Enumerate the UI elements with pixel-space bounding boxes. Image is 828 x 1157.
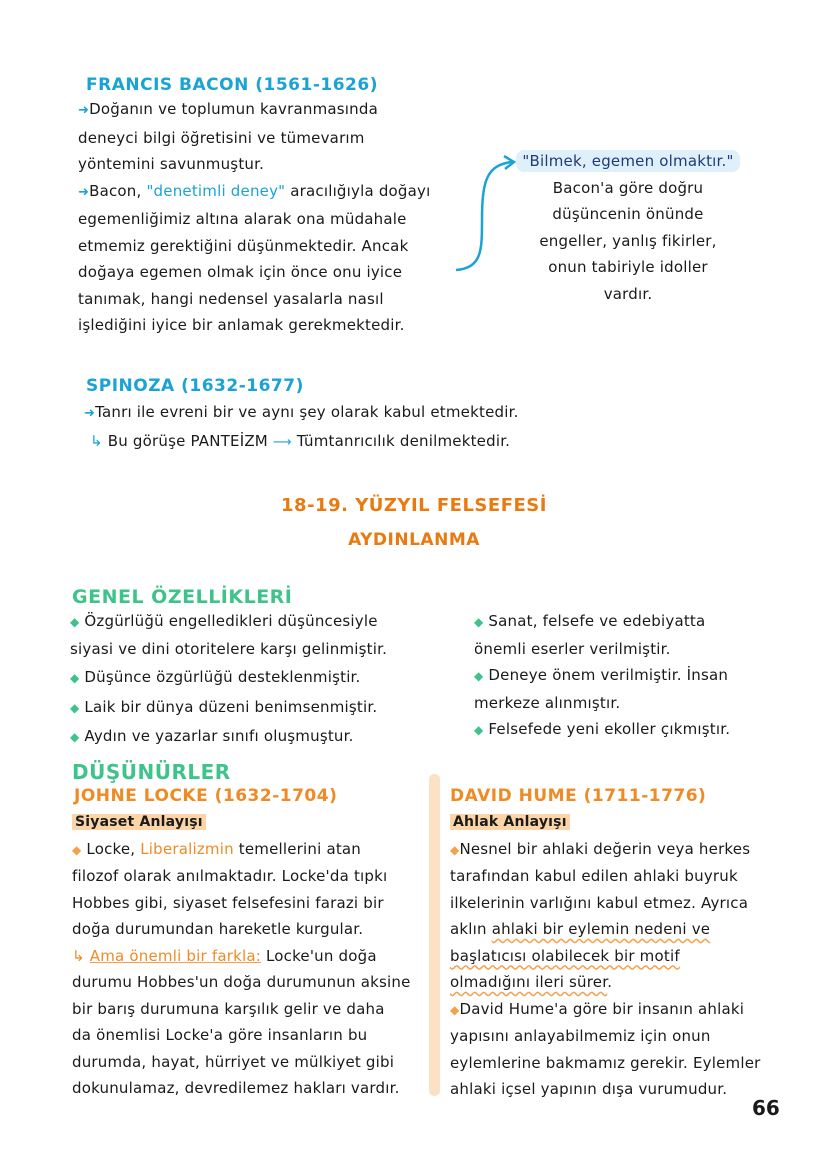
text-line: dokunulamaz, devredilemez hakları vardır.: [72, 1079, 400, 1097]
hume-name: DAVID HUME (1711-1776): [450, 786, 707, 806]
section-title: 18-19. YÜZYIL FELSEFESİ: [281, 495, 547, 516]
hume-subtitle: Ahlak Anlayışı: [450, 814, 570, 830]
text-line: Doğanın ve toplumun kavranmasında: [89, 100, 378, 118]
text-line: da önemlisi Locke'a göre insanların bu: [72, 1026, 368, 1044]
features-left: [70, 608, 387, 751]
text-line: durumda, hayat, hürriyet ve mülkiyet gibi: [72, 1052, 395, 1071]
text-line: Hobbes gibi, siyaset felsefesini farazi bir: [72, 893, 384, 912]
text-line: egemenliğimiz altına alarak ona müdahale: [78, 210, 407, 228]
text-line: bir barış durumuna karşılık gelir ve daha: [72, 999, 385, 1018]
text-line: tanımak, hangi nedensel yasalarla nasıl: [78, 289, 384, 308]
column-divider: [429, 774, 440, 1096]
locke-note: Ama önemli bir farkla:: [89, 946, 261, 965]
text-line: yöntemini savunmuştur.: [78, 155, 265, 173]
text-span: Özgürlüğü engelledikleri düşüncesiyle: [84, 612, 378, 630]
bullet-icon: ◆: [474, 723, 484, 737]
spinoza-body: [84, 399, 519, 456]
text-line: vardır.: [603, 284, 653, 303]
text-line: işlediğini iyice bir anlamak gerekmektedir.: [78, 316, 405, 334]
underlined-text: ahlaki bir eylemin nedeni ve: [491, 920, 711, 938]
text-line: deneyci bilgi öğretisini ve tümevarım: [78, 128, 365, 147]
text-span: Deneye önem verilmiştir. İnsan: [488, 666, 729, 684]
text-span: Bu görüşe PANTEİZM: [107, 431, 268, 450]
locke-body: [72, 808, 411, 1102]
bullet-icon: ◆: [450, 842, 460, 857]
features-right: [474, 608, 730, 744]
section-subtitle: AYDINLANMA: [348, 530, 480, 550]
features-title: GENEL ÖZELLİKLERİ: [72, 586, 293, 608]
long-arrow-icon: ⟶: [272, 434, 292, 450]
underlined-text: başlatıcısı olabilecek bir motif: [450, 946, 680, 965]
spinoza-title: SPINOZA (1632-1677): [86, 376, 304, 396]
hume-body: [450, 808, 761, 1103]
text-line: engeller, yanlış fikirler,: [539, 231, 717, 250]
text-line: siyasi ve dini otoritelere karşı gelinmiştir.: [70, 639, 388, 658]
text-line: ilkelerinin varlığını kabul etmez. Ayrıca: [450, 893, 749, 912]
liberalism-term: Liberalizmin: [140, 839, 234, 858]
thinkers-title: DÜŞÜNÜRLER: [72, 760, 231, 784]
bullet-icon: ◆: [70, 700, 80, 715]
text-span: Laik bir dünya düzeni benimsenmiştir.: [84, 697, 378, 716]
bullet-icon: ◆: [70, 671, 80, 685]
text-line: düşüncenin önünde: [552, 205, 704, 223]
controlled-experiment-term: "denetimli deney": [146, 181, 286, 200]
bacon-title: FRANCIS BACON (1561-1626): [86, 75, 378, 95]
text-span: Tanrı ile evreni bir ve aynı şey olarak kabul etmektedir.: [95, 403, 519, 421]
locke-subtitle: Siyaset Anlayışı: [72, 814, 206, 830]
text-span: temellerini atan: [233, 839, 362, 858]
return-arrow-icon: ↳: [72, 946, 85, 965]
text-span: Bacon,: [89, 181, 147, 200]
text-span: Tümtanrıcılık denilmektedir.: [296, 431, 511, 450]
text-span: aracılığıyla doğayı: [285, 181, 431, 200]
bullet-icon: ◆: [450, 1002, 460, 1017]
bacon-quote: "Bilmek, egemen olmaktır.": [516, 150, 739, 172]
arrow-right-icon: ➜: [84, 406, 96, 421]
bacon-sidebar: [508, 148, 748, 307]
text-line: Bacon'a göre doğru: [552, 178, 704, 197]
return-arrow-icon: ↳: [90, 431, 103, 450]
arrow-right-icon: ➜: [78, 103, 90, 118]
text-span: Aydın ve yazarlar sınıfı oluşmuştur.: [84, 727, 354, 745]
text-line: doğaya egemen olmak için önce onu iyice: [78, 263, 403, 281]
text-line: merkeze alınmıştır.: [474, 693, 621, 712]
text-line: filozof olarak anılmaktadır. Locke'da tıpkı: [72, 867, 388, 885]
bullet-icon: ◆: [474, 669, 484, 683]
text-span: aklın: [450, 920, 492, 938]
text-line: önemli eserler verilmiştir.: [474, 639, 671, 658]
text-line: yapısını anlayabilmemiz için onun: [450, 1027, 711, 1045]
bullet-icon: ◆: [72, 842, 82, 857]
text-line: ahlaki içsel yapının dışa vurumudur.: [450, 1080, 728, 1098]
page-number: 66: [752, 1096, 780, 1120]
text-line: doğa durumundan hareketle kurgular.: [72, 920, 364, 938]
bullet-icon: ◆: [70, 615, 80, 629]
text-span: Düşünce özgürlüğü desteklenmiştir.: [84, 668, 361, 686]
text-line: etmemiz gerektiğini düşünmektedir. Ancak: [78, 236, 409, 255]
text-line: durumu Hobbes'un doğa durumunun aksine: [72, 973, 411, 991]
text-line: onun tabiriyle idoller: [548, 258, 708, 276]
text-span: Locke,: [86, 839, 141, 858]
text-line: eylemlerine bakmamız gerekir. Eylemler: [450, 1053, 761, 1072]
text-span: David Hume'a göre bir insanın ahlaki: [459, 999, 745, 1018]
arrow-right-icon: ➜: [78, 184, 90, 200]
bullet-icon: ◆: [474, 615, 484, 629]
text-line: tarafından kabul edilen ahlaki buyruk: [450, 867, 738, 885]
text-span: Sanat, felsefe ve edebiyatta: [488, 612, 706, 630]
bullet-icon: ◆: [70, 730, 80, 744]
locke-name: JOHNE LOCKE (1632-1704): [74, 786, 338, 806]
text-span: Nesnel bir ahlaki değerin veya herkes: [459, 839, 751, 858]
bacon-body: [78, 96, 430, 339]
text-span: Locke'un doğa: [260, 946, 377, 965]
text-span: .: [607, 973, 613, 991]
text-span: Felsefede yeni ekoller çıkmıştır.: [488, 720, 731, 738]
underlined-text: olmadığını ileri sürer: [450, 973, 608, 991]
